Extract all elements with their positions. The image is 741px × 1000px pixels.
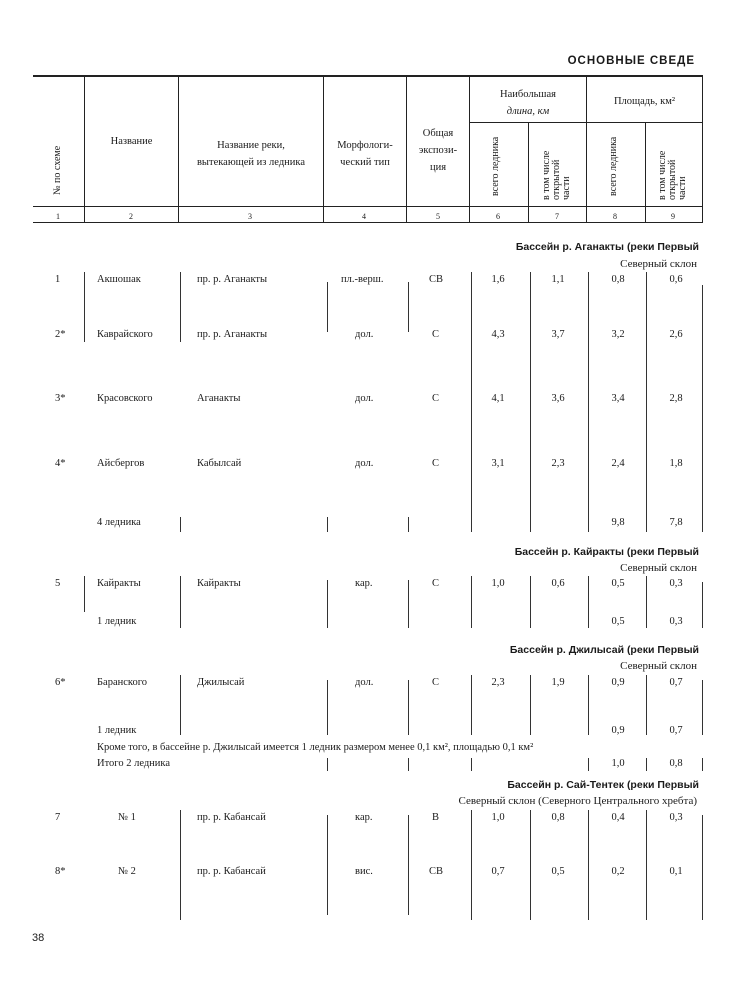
length-open: 2,3 — [551, 458, 565, 469]
section-total-label: 1 ледник — [97, 725, 137, 736]
length-total: 2,3 — [491, 677, 505, 688]
row-no: 3* — [55, 393, 66, 404]
column-bar — [327, 758, 328, 771]
area-total: 0,4 — [611, 812, 625, 823]
header-divider — [528, 122, 529, 222]
area-total: 1,0 — [611, 758, 625, 769]
column-bar — [327, 680, 328, 735]
column-bar — [530, 272, 531, 532]
slope-title: Северный склон — [620, 660, 697, 672]
column-bar — [530, 675, 531, 735]
column-bar — [471, 758, 472, 771]
exposure: С — [432, 329, 440, 340]
basin-title: Бассейн р. Аганакты (реки Первый — [515, 241, 699, 253]
morph-type: дол. — [355, 393, 374, 404]
exposure: С — [432, 677, 440, 688]
row-no: 5 — [55, 578, 61, 589]
area-open: 0,3 — [669, 616, 683, 627]
column-bar — [408, 517, 409, 532]
morph-type: дол. — [355, 329, 374, 340]
slope-title: Северный склон (Северного Центрального хребта) — [458, 795, 697, 807]
slope-title: Северный склон — [620, 258, 697, 270]
glacier-name: Баранского — [97, 677, 147, 688]
column-number-rule — [33, 222, 703, 223]
column-bar — [471, 576, 472, 628]
column-number: 1 — [56, 212, 60, 221]
morph-type: кар. — [355, 578, 373, 589]
row-no: 1 — [55, 274, 61, 285]
area-open: 0,7 — [669, 725, 683, 736]
length-open: 0,8 — [551, 812, 565, 823]
area-total: 3,4 — [611, 393, 625, 404]
table-top-rule — [33, 75, 703, 77]
length-total: 3,1 — [491, 458, 505, 469]
length-total: 1,6 — [491, 274, 505, 285]
grand-total-label: Итого 2 ледника — [97, 758, 171, 769]
col-scheme-no-header: № по схеме — [52, 145, 63, 195]
column-number: 6 — [496, 212, 500, 221]
glacier-name: Айсбергов — [97, 458, 145, 469]
column-bar — [646, 272, 647, 532]
column-bar — [646, 576, 647, 628]
column-bar — [530, 576, 531, 628]
morph-type: вис. — [355, 866, 373, 877]
exposure: В — [432, 812, 440, 823]
row-no: 8* — [55, 866, 66, 877]
column-bar — [471, 272, 472, 532]
col-river-header: Название реки, вытекающей из ледника — [196, 140, 306, 168]
column-bar — [408, 758, 409, 771]
length-open: 1,9 — [551, 677, 565, 688]
row-no: 2* — [55, 329, 66, 340]
column-bar — [408, 815, 409, 915]
column-bar — [180, 675, 181, 735]
length-open: 0,6 — [551, 578, 565, 589]
basin-title: Бассейн р. Сай-Тентек (реки Первый — [507, 779, 699, 791]
header-bottom-rule — [33, 206, 703, 207]
area-open: 0,6 — [669, 274, 683, 285]
area-open: 7,8 — [669, 517, 683, 528]
glacier-name: № 2 — [118, 866, 136, 877]
column-bar — [646, 675, 647, 735]
header-divider — [702, 77, 703, 222]
area-total: 3,2 — [611, 329, 625, 340]
area-total: 0,5 — [611, 616, 625, 627]
river-name: Кабылсай — [197, 458, 242, 469]
column-bar — [84, 272, 85, 342]
river-name: пр. р. Аганакты — [197, 274, 268, 285]
exposure: С — [432, 458, 440, 469]
column-bar — [588, 810, 589, 920]
column-bar — [702, 758, 703, 771]
column-bar — [530, 810, 531, 920]
area-open: 0,3 — [669, 578, 683, 589]
column-bar — [180, 517, 181, 532]
column-bar — [646, 810, 647, 920]
row-no: 4* — [55, 458, 66, 469]
column-bar — [327, 815, 328, 915]
column-number: 5 — [436, 212, 440, 221]
area-open: 0,1 — [669, 866, 683, 877]
length-open: 1,1 — [551, 274, 565, 285]
glacier-name: Кайракты — [97, 578, 141, 589]
col-exposure-header: Общая экспози- ция — [418, 128, 458, 173]
glacier-name: Каврайского — [97, 329, 153, 340]
column-bar — [702, 285, 703, 532]
basin-title: Бассейн р. Джилысай (реки Первый — [509, 644, 699, 656]
column-number: 9 — [671, 212, 675, 221]
area-total: 9,8 — [611, 517, 625, 528]
column-number: 8 — [613, 212, 617, 221]
column-number: 4 — [362, 212, 366, 221]
exposure: СВ — [429, 274, 444, 285]
length-open: 0,5 — [551, 866, 565, 877]
column-bar — [588, 576, 589, 628]
row-no: 6* — [55, 677, 66, 688]
column-bar — [702, 582, 703, 628]
column-bar — [180, 576, 181, 628]
river-name: пр. р. Кабансай — [197, 812, 266, 823]
column-bar — [327, 580, 328, 628]
column-number: 3 — [248, 212, 252, 221]
column-bar — [180, 272, 181, 342]
river-name: Кайракты — [197, 578, 241, 589]
page-number: 38 — [32, 932, 45, 944]
column-bar — [588, 272, 589, 532]
column-bar — [588, 675, 589, 735]
column-bar — [84, 576, 85, 612]
column-bar — [408, 680, 409, 735]
col-length-header: Наибольшая длина, км — [500, 89, 556, 117]
column-bar — [646, 758, 647, 771]
length-open-subheader: в том числе открытой части — [541, 150, 572, 200]
exposure: С — [432, 578, 440, 589]
area-open: 0,7 — [669, 677, 683, 688]
length-total: 1,0 — [491, 812, 505, 823]
morph-type: дол. — [355, 458, 374, 469]
column-bar — [327, 282, 328, 332]
running-header: ОСНОВНЫЕ СВЕДЕ — [567, 55, 695, 67]
exposure: СВ — [429, 866, 444, 877]
footnote-note: Кроме того, в бассейне р. Джилысай имеется 1 ледник размером менее 0,1 км², площадью 0,1 км² — [97, 742, 534, 753]
river-name: пр. р. Кабансай — [197, 866, 266, 877]
section-total-label: 4 ледника — [97, 517, 141, 528]
col-area-header: Площадь, км² — [613, 96, 676, 107]
glacier-name: Акшошак — [97, 274, 141, 285]
column-bar — [471, 675, 472, 735]
column-bar — [327, 517, 328, 532]
area-total: 2,4 — [611, 458, 625, 469]
section-total-label: 1 ледник — [97, 616, 137, 627]
column-bar — [180, 810, 181, 920]
area-open: 0,8 — [669, 758, 683, 769]
area-total-subheader: всего ледника — [608, 136, 619, 196]
column-bar — [702, 815, 703, 920]
col-morph-header: Морфологи- ческий тип — [337, 140, 393, 168]
area-open: 0,3 — [669, 812, 683, 823]
header-divider — [645, 122, 646, 222]
glacier-name: № 1 — [118, 812, 136, 823]
length-total-subheader: всего ледника — [490, 136, 501, 196]
river-name: пр. р. Аганакты — [197, 329, 268, 340]
area-open: 1,8 — [669, 458, 683, 469]
basin-title: Бассейн р. Кайракты (реки Первый — [514, 546, 699, 558]
length-total: 0,7 — [491, 866, 505, 877]
column-bar — [588, 758, 589, 771]
area-open-subheader: в том числе открытой части — [657, 150, 688, 200]
morph-type: кар. — [355, 812, 373, 823]
column-number: 7 — [555, 212, 559, 221]
length-open: 3,7 — [551, 329, 565, 340]
length-total: 4,3 — [491, 329, 505, 340]
area-total: 0,2 — [611, 866, 625, 877]
column-bar — [702, 680, 703, 735]
exposure: С — [432, 393, 440, 404]
morph-type: дол. — [355, 677, 374, 688]
morph-type: пл.-верш. — [341, 274, 384, 285]
row-no: 7 — [55, 812, 61, 823]
area-total: 0,8 — [611, 274, 625, 285]
col-name-header: Название — [110, 136, 153, 147]
area-total: 0,5 — [611, 578, 625, 589]
column-number: 2 — [129, 212, 133, 221]
length-total: 1,0 — [491, 578, 505, 589]
area-open: 2,6 — [669, 329, 683, 340]
area-open: 2,8 — [669, 393, 683, 404]
river-name: Аганакты — [197, 393, 241, 404]
slope-title: Северный склон — [620, 562, 697, 574]
length-open: 3,6 — [551, 393, 565, 404]
river-name: Джилысай — [197, 677, 245, 688]
column-bar — [471, 810, 472, 920]
area-total: 0,9 — [611, 725, 625, 736]
glacier-name: Красовского — [97, 393, 153, 404]
area-total: 0,9 — [611, 677, 625, 688]
column-bar — [408, 580, 409, 628]
length-total: 4,1 — [491, 393, 505, 404]
column-bar — [408, 282, 409, 332]
